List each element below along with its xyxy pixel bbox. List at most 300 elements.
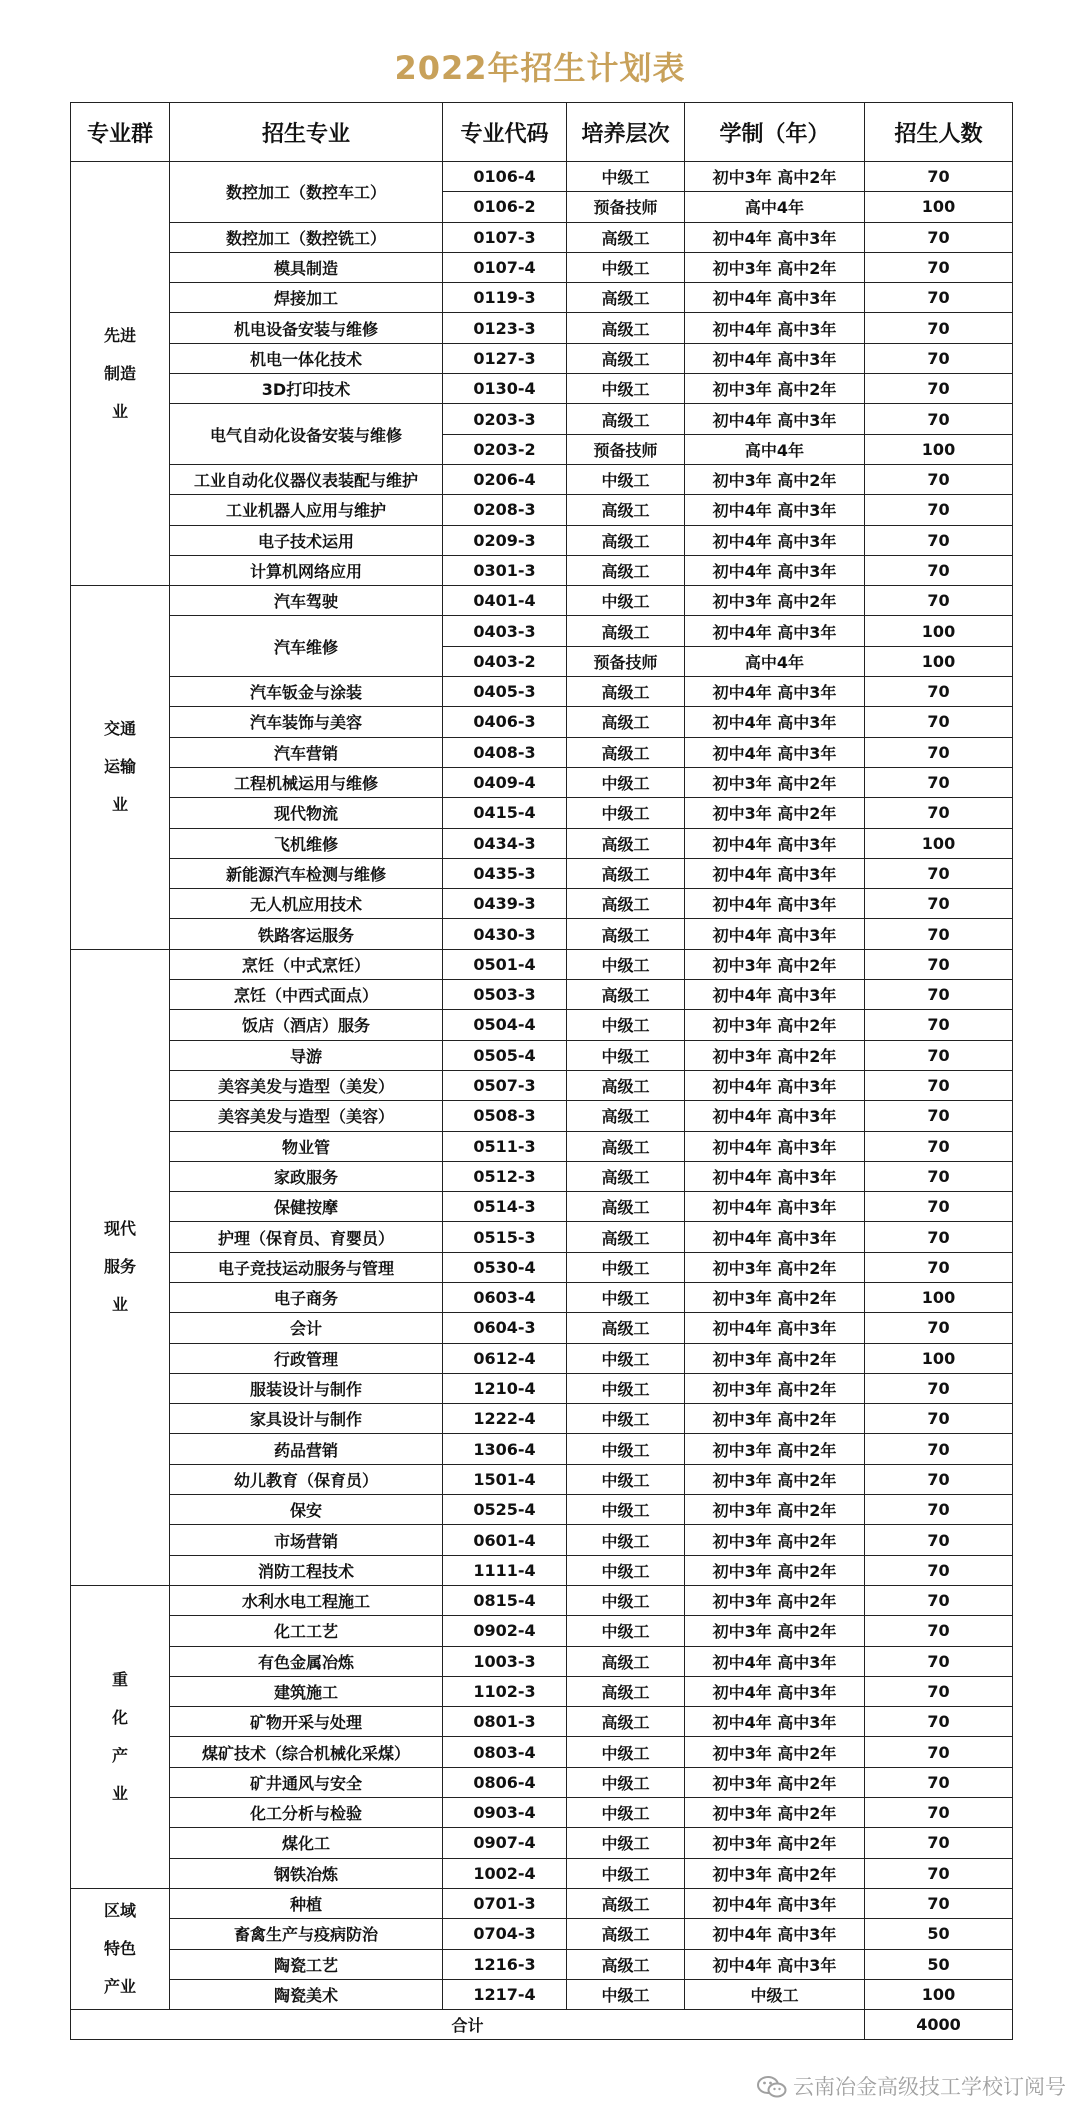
training-level-cell: 高级工: [567, 283, 685, 313]
major-group-char: 服: [103, 1257, 120, 1277]
major-name-cell: 水利水电工程施工: [170, 1585, 443, 1615]
major-group-char: 业: [111, 401, 128, 421]
major-code-cell: 1216-3: [443, 1949, 567, 1979]
table-row: [71, 980, 1013, 1010]
training-level-cell: 高级工: [567, 1646, 685, 1676]
table-row: [71, 1949, 1013, 1979]
training-level-cell: 中级工: [567, 1464, 685, 1494]
duration-cell: 初中4年 高中3年: [685, 1646, 865, 1676]
major-name-cell: 化工分析与检验: [170, 1798, 443, 1828]
training-level-cell: 中级工: [567, 1282, 685, 1312]
enrollment-count-cell: 70: [865, 1646, 1013, 1676]
major-code-cell: 0208-3: [443, 495, 567, 525]
major-name-cell: 数控加工（数控车工）: [170, 162, 443, 223]
major-code-cell: 1003-3: [443, 1646, 567, 1676]
duration-cell: 初中4年 高中3年: [685, 1313, 865, 1343]
major-code-cell: 0439-3: [443, 889, 567, 919]
duration-cell: 初中3年 高中2年: [685, 1495, 865, 1525]
major-code-cell: 0409-4: [443, 767, 567, 797]
major-code-cell: 0435-3: [443, 858, 567, 888]
major-name-cell: 幼儿教育（保育员）: [170, 1464, 443, 1494]
training-level-cell: 中级工: [567, 374, 685, 404]
major-code-cell: 0902-4: [443, 1616, 567, 1646]
enrollment-count-cell: 70: [865, 283, 1013, 313]
duration-cell: 初中3年 高中2年: [685, 1282, 865, 1312]
enrollment-count-cell: 70: [865, 162, 1013, 192]
major-name-cell: 工程机械运用与维修: [170, 767, 443, 797]
footer-account-name: 云南冶金高级技工学校订阅号: [793, 2075, 1066, 2099]
major-group-cell: [71, 949, 170, 1585]
enrollment-count-cell: 70: [865, 1464, 1013, 1494]
table-row: [71, 828, 1013, 858]
duration-cell: 初中4年 高中3年: [685, 616, 865, 646]
duration-cell: 初中4年 高中3年: [685, 980, 865, 1010]
major-name-cell: 药品营销: [170, 1434, 443, 1464]
major-group-char: 区: [103, 1901, 120, 1921]
table-row: [71, 1343, 1013, 1373]
enrollment-count-cell: 70: [865, 889, 1013, 919]
header-duration: 学制（年）: [685, 103, 865, 162]
major-name-cell: 化工工艺: [170, 1616, 443, 1646]
major-name-cell: 焊接加工: [170, 283, 443, 313]
enrollment-count-cell: 70: [865, 1616, 1013, 1646]
major-name-cell: 家具设计与制作: [170, 1404, 443, 1434]
enrollment-count-cell: 100: [865, 434, 1013, 464]
training-level-cell: 高级工: [567, 525, 685, 555]
major-code-cell: 0503-3: [443, 980, 567, 1010]
table-row: [71, 495, 1013, 525]
training-level-cell: 中级工: [567, 1979, 685, 2009]
major-group-char: 特: [103, 1939, 120, 1959]
major-name-cell: 新能源汽车检测与维修: [170, 858, 443, 888]
training-level-cell: 中级工: [567, 162, 685, 192]
major-code-cell: 0106-2: [443, 192, 567, 222]
major-name-cell: 机电设备安装与维修: [170, 313, 443, 343]
duration-cell: 初中3年 高中2年: [685, 1343, 865, 1373]
major-code-cell: 1002-4: [443, 1858, 567, 1888]
major-code-cell: 0504-4: [443, 1010, 567, 1040]
table-row: [71, 1313, 1013, 1343]
duration-cell: 初中4年 高中3年: [685, 1161, 865, 1191]
table-row: [71, 525, 1013, 555]
training-level-cell: 高级工: [567, 858, 685, 888]
training-level-cell: 中级工: [567, 1858, 685, 1888]
major-code-cell: 0514-3: [443, 1192, 567, 1222]
table-row: [71, 555, 1013, 585]
training-level-cell: 高级工: [567, 1131, 685, 1161]
duration-cell: 初中3年 高中2年: [685, 586, 865, 616]
table-row: [71, 1798, 1013, 1828]
table-row: [71, 798, 1013, 828]
enrollment-count-cell: 70: [865, 677, 1013, 707]
major-name-cell: 汽车驾驶: [170, 586, 443, 616]
major-group-char: 化: [111, 1707, 128, 1727]
major-code-cell: 0501-4: [443, 949, 567, 979]
training-level-cell: 中级工: [567, 1616, 685, 1646]
duration-cell: 初中3年 高中2年: [685, 1555, 865, 1585]
enrollment-count-cell: 100: [865, 646, 1013, 676]
training-level-cell: 高级工: [567, 313, 685, 343]
major-name-cell: 电子竞技运动服务与管理: [170, 1252, 443, 1282]
training-level-cell: 中级工: [567, 586, 685, 616]
training-level-cell: 中级工: [567, 798, 685, 828]
training-level-cell: 中级工: [567, 464, 685, 494]
duration-cell: 初中3年 高中2年: [685, 1767, 865, 1797]
total-row: [71, 2010, 1013, 2040]
major-group-char: 交: [103, 719, 120, 739]
major-name-cell: 无人机应用技术: [170, 889, 443, 919]
table-body: [71, 162, 1013, 2010]
major-name-cell: 机电一体化技术: [170, 343, 443, 373]
training-level-cell: 高级工: [567, 404, 685, 434]
table-row: [71, 1979, 1013, 2009]
table-row: [71, 1858, 1013, 1888]
table-row: [71, 1767, 1013, 1797]
table-row: [71, 1646, 1013, 1676]
table-row: [71, 919, 1013, 949]
training-level-cell: 中级工: [567, 1010, 685, 1040]
enrollment-count-cell: 70: [865, 1828, 1013, 1858]
training-level-cell: 高级工: [567, 828, 685, 858]
major-group-char: 先: [103, 325, 120, 345]
header-training-level: 培养层次: [567, 103, 685, 162]
duration-cell: 初中3年 高中2年: [685, 1404, 865, 1434]
major-name-cell: 市场营销: [170, 1525, 443, 1555]
major-code-cell: 0507-3: [443, 1070, 567, 1100]
major-name-cell: 建筑施工: [170, 1676, 443, 1706]
major-code-cell: 0123-3: [443, 313, 567, 343]
enrollment-count-cell: 70: [865, 1161, 1013, 1191]
major-name-cell: 铁路客运服务: [170, 919, 443, 949]
major-name-cell: 服装设计与制作: [170, 1373, 443, 1403]
enrollment-count-cell: 70: [865, 949, 1013, 979]
wechat-icon: [757, 2075, 787, 2099]
major-code-cell: 0801-3: [443, 1707, 567, 1737]
major-name-cell: 美容美发与造型（美容）: [170, 1101, 443, 1131]
major-code-cell: 0406-3: [443, 707, 567, 737]
major-code-cell: 0803-4: [443, 1737, 567, 1767]
wechat-account-footer: [757, 2072, 1066, 2102]
duration-cell: 初中4年 高中3年: [685, 1949, 865, 1979]
major-group-char: 造: [120, 363, 137, 383]
training-level-cell: 高级工: [567, 616, 685, 646]
major-group-char: 通: [120, 719, 137, 739]
enrollment-count-cell: 70: [865, 858, 1013, 888]
major-group-char: 输: [120, 757, 137, 777]
duration-cell: 初中4年 高中3年: [685, 1707, 865, 1737]
table-row: [71, 1676, 1013, 1706]
major-code-cell: 0434-3: [443, 828, 567, 858]
table-row: [71, 1161, 1013, 1191]
table-row: [71, 374, 1013, 404]
duration-cell: 初中3年 高中2年: [685, 1373, 865, 1403]
duration-cell: 初中4年 高中3年: [685, 555, 865, 585]
duration-cell: 初中4年 高中3年: [685, 1101, 865, 1131]
enrollment-count-cell: 100: [865, 616, 1013, 646]
major-group-char: 业: [111, 1295, 128, 1315]
enrollment-count-cell: 70: [865, 1252, 1013, 1282]
table-row: [71, 1131, 1013, 1161]
major-code-cell: 0505-4: [443, 1040, 567, 1070]
major-code-cell: 0603-4: [443, 1282, 567, 1312]
major-name-cell: 钢铁冶炼: [170, 1858, 443, 1888]
major-group-char: 制: [103, 363, 120, 383]
major-group-char: 产: [111, 1745, 128, 1765]
duration-cell: 初中4年 高中3年: [685, 677, 865, 707]
major-group-char: 务: [120, 1257, 137, 1277]
table-row: [71, 1282, 1013, 1312]
enrollment-count-cell: 70: [865, 1313, 1013, 1343]
enrollment-count-cell: 70: [865, 1192, 1013, 1222]
header-enrollment-count: 招生人数: [865, 103, 1013, 162]
duration-cell: 初中4年 高中3年: [685, 737, 865, 767]
major-name-cell: 畜禽生产与疫病防治: [170, 1919, 443, 1949]
duration-cell: 初中4年 高中3年: [685, 858, 865, 888]
table-row: [71, 464, 1013, 494]
training-level-cell: 高级工: [567, 555, 685, 585]
training-level-cell: 中级工: [567, 1404, 685, 1434]
major-name-cell: 有色金属冶炼: [170, 1646, 443, 1676]
enrollment-count-cell: 70: [865, 1495, 1013, 1525]
duration-cell: 初中4年 高中3年: [685, 1888, 865, 1918]
training-level-cell: 高级工: [567, 1888, 685, 1918]
enrollment-count-cell: 70: [865, 586, 1013, 616]
major-name-cell: 3D打印技术: [170, 374, 443, 404]
training-level-cell: 预备技师: [567, 434, 685, 464]
training-level-cell: 中级工: [567, 1525, 685, 1555]
enrollment-count-cell: 70: [865, 1040, 1013, 1070]
major-name-cell: 护理（保育员、育婴员）: [170, 1222, 443, 1252]
major-code-cell: 0530-4: [443, 1252, 567, 1282]
major-group-char: 代: [120, 1219, 137, 1239]
training-level-cell: 高级工: [567, 677, 685, 707]
duration-cell: 初中4年 高中3年: [685, 828, 865, 858]
major-code-cell: 0405-3: [443, 677, 567, 707]
major-name-cell: 计算机网络应用: [170, 555, 443, 585]
duration-cell: 中级工: [685, 1979, 865, 2009]
major-name-cell: 行政管理: [170, 1343, 443, 1373]
table-row: [71, 1464, 1013, 1494]
major-code-cell: 1102-3: [443, 1676, 567, 1706]
training-level-cell: 高级工: [567, 980, 685, 1010]
major-name-cell: 电子技术运用: [170, 525, 443, 555]
enrollment-count-cell: 70: [865, 464, 1013, 494]
duration-cell: 初中3年 高中2年: [685, 464, 865, 494]
table-row: [71, 1252, 1013, 1282]
major-group-char: 重: [111, 1669, 128, 1689]
major-group-char: 业: [120, 1977, 137, 1997]
enrollment-count-cell: 70: [865, 404, 1013, 434]
major-name-cell: 模具制造: [170, 252, 443, 282]
major-code-cell: 0301-3: [443, 555, 567, 585]
major-code-cell: 0525-4: [443, 1495, 567, 1525]
training-level-cell: 高级工: [567, 1161, 685, 1191]
training-level-cell: 中级工: [567, 252, 685, 282]
enrollment-count-cell: 70: [865, 1555, 1013, 1585]
enrollment-count-cell: 70: [865, 1888, 1013, 1918]
duration-cell: 高中4年: [685, 192, 865, 222]
enrollment-count-cell: 100: [865, 828, 1013, 858]
training-level-cell: 高级工: [567, 1101, 685, 1131]
major-code-cell: 0203-2: [443, 434, 567, 464]
table-row: [71, 343, 1013, 373]
training-level-cell: 中级工: [567, 1373, 685, 1403]
major-name-cell: 煤化工: [170, 1828, 443, 1858]
table-row: [71, 1404, 1013, 1434]
enrollment-count-cell: 70: [865, 767, 1013, 797]
major-name-cell: 美容美发与造型（美发）: [170, 1070, 443, 1100]
training-level-cell: 中级工: [567, 1737, 685, 1767]
major-name-cell: 飞机维修: [170, 828, 443, 858]
table-row: [71, 1525, 1013, 1555]
training-level-cell: 中级工: [567, 1495, 685, 1525]
duration-cell: 初中4年 高中3年: [685, 313, 865, 343]
major-code-cell: 0401-4: [443, 586, 567, 616]
duration-cell: 初中4年 高中3年: [685, 889, 865, 919]
duration-cell: 初中3年 高中2年: [685, 1828, 865, 1858]
table-row: [71, 222, 1013, 252]
table-row: [71, 737, 1013, 767]
enrollment-count-cell: 70: [865, 1434, 1013, 1464]
duration-cell: 初中4年 高中3年: [685, 1676, 865, 1706]
major-code-cell: 0106-4: [443, 162, 567, 192]
duration-cell: 初中3年 高中2年: [685, 1858, 865, 1888]
duration-cell: 初中3年 高中2年: [685, 1464, 865, 1494]
major-code-cell: 0903-4: [443, 1798, 567, 1828]
major-code-cell: 0209-3: [443, 525, 567, 555]
major-group-char: 业: [111, 795, 128, 815]
table-row: [71, 1888, 1013, 1918]
table-row: [71, 313, 1013, 343]
training-level-cell: 高级工: [567, 889, 685, 919]
table-row: [71, 1101, 1013, 1131]
training-level-cell: 高级工: [567, 1919, 685, 1949]
duration-cell: 初中3年 高中2年: [685, 162, 865, 192]
major-code-cell: 1306-4: [443, 1434, 567, 1464]
major-name-cell: 矿井通风与安全: [170, 1767, 443, 1797]
duration-cell: 初中3年 高中2年: [685, 1252, 865, 1282]
major-group-char: 色: [120, 1939, 137, 1959]
major-group-char: 产: [103, 1977, 120, 1997]
enrollment-count-cell: 50: [865, 1919, 1013, 1949]
major-group-cell: [71, 1585, 170, 1888]
major-name-cell: 种植: [170, 1888, 443, 1918]
training-level-cell: 中级工: [567, 1767, 685, 1797]
enrollment-count-cell: 70: [865, 1101, 1013, 1131]
enrollment-count-cell: 70: [865, 495, 1013, 525]
enrollment-plan-table: [70, 102, 1013, 2040]
training-level-cell: 中级工: [567, 767, 685, 797]
header-major-group: 专业群: [71, 103, 170, 162]
major-code-cell: 0612-4: [443, 1343, 567, 1373]
enrollment-count-cell: 100: [865, 1282, 1013, 1312]
table-row: [71, 1222, 1013, 1252]
table-row: [71, 1010, 1013, 1040]
duration-cell: 初中4年 高中3年: [685, 343, 865, 373]
table-row: [71, 586, 1013, 616]
enrollment-count-cell: 50: [865, 1949, 1013, 1979]
duration-cell: 初中3年 高中2年: [685, 374, 865, 404]
total-label: 合计: [71, 2010, 865, 2040]
duration-cell: 初中4年 高中3年: [685, 707, 865, 737]
duration-cell: 初中4年 高中3年: [685, 1070, 865, 1100]
table-row: [71, 1434, 1013, 1464]
duration-cell: 初中4年 高中3年: [685, 525, 865, 555]
duration-cell: 初中4年 高中3年: [685, 1919, 865, 1949]
enrollment-count-cell: 70: [865, 737, 1013, 767]
enrollment-count-cell: 100: [865, 1343, 1013, 1373]
major-code-cell: 1217-4: [443, 1979, 567, 2009]
major-name-cell: 保健按摩: [170, 1192, 443, 1222]
table-row: [71, 767, 1013, 797]
major-code-cell: 0130-4: [443, 374, 567, 404]
major-code-cell: 1222-4: [443, 1404, 567, 1434]
header-major-code: 专业代码: [443, 103, 567, 162]
training-level-cell: 高级工: [567, 707, 685, 737]
table-row: [71, 1737, 1013, 1767]
page-title: 2022年招生计划表: [394, 49, 686, 87]
enrollment-count-cell: 70: [865, 1585, 1013, 1615]
major-code-cell: 0508-3: [443, 1101, 567, 1131]
major-name-cell: 会计: [170, 1313, 443, 1343]
duration-cell: 初中4年 高中3年: [685, 404, 865, 434]
major-name-cell: 数控加工（数控铣工）: [170, 222, 443, 252]
enrollment-count-cell: 70: [865, 980, 1013, 1010]
table-row: [71, 889, 1013, 919]
major-group-cell: [71, 1888, 170, 2009]
duration-cell: 初中3年 高中2年: [685, 1010, 865, 1040]
enrollment-count-cell: 70: [865, 343, 1013, 373]
major-code-cell: 1111-4: [443, 1555, 567, 1585]
training-level-cell: 高级工: [567, 1313, 685, 1343]
training-level-cell: 高级工: [567, 1949, 685, 1979]
training-level-cell: 高级工: [567, 222, 685, 252]
major-name-cell: 物业管: [170, 1131, 443, 1161]
major-name-cell: 陶瓷美术: [170, 1979, 443, 2009]
duration-cell: 初中4年 高中3年: [685, 283, 865, 313]
table-row: [71, 707, 1013, 737]
duration-cell: 初中3年 高中2年: [685, 1434, 865, 1464]
enrollment-count-cell: 70: [865, 1737, 1013, 1767]
major-code-cell: 0107-4: [443, 252, 567, 282]
training-level-cell: 中级工: [567, 1252, 685, 1282]
major-code-cell: 1501-4: [443, 1464, 567, 1494]
duration-cell: 初中3年 高中2年: [685, 1798, 865, 1828]
major-group-cell: [71, 586, 170, 950]
duration-cell: 初中4年 高中3年: [685, 1222, 865, 1252]
major-code-cell: 0206-4: [443, 464, 567, 494]
duration-cell: 初中3年 高中2年: [685, 1585, 865, 1615]
duration-cell: 初中4年 高中3年: [685, 222, 865, 252]
major-code-cell: 0127-3: [443, 343, 567, 373]
duration-cell: 初中4年 高中3年: [685, 495, 865, 525]
enrollment-count-cell: 70: [865, 525, 1013, 555]
major-name-cell: 工业自动化仪器仪表装配与维护: [170, 464, 443, 494]
enrollment-count-cell: 70: [865, 1525, 1013, 1555]
major-code-cell: 0408-3: [443, 737, 567, 767]
major-code-cell: 0512-3: [443, 1161, 567, 1191]
training-level-cell: 预备技师: [567, 192, 685, 222]
training-level-cell: 高级工: [567, 1707, 685, 1737]
major-code-cell: 0806-4: [443, 1767, 567, 1797]
table-row: [71, 1919, 1013, 1949]
duration-cell: 初中3年 高中2年: [685, 1040, 865, 1070]
enrollment-count-cell: 70: [865, 1676, 1013, 1706]
table-row: [71, 858, 1013, 888]
table-row: [71, 1828, 1013, 1858]
major-code-cell: 0601-4: [443, 1525, 567, 1555]
training-level-cell: 高级工: [567, 1222, 685, 1252]
